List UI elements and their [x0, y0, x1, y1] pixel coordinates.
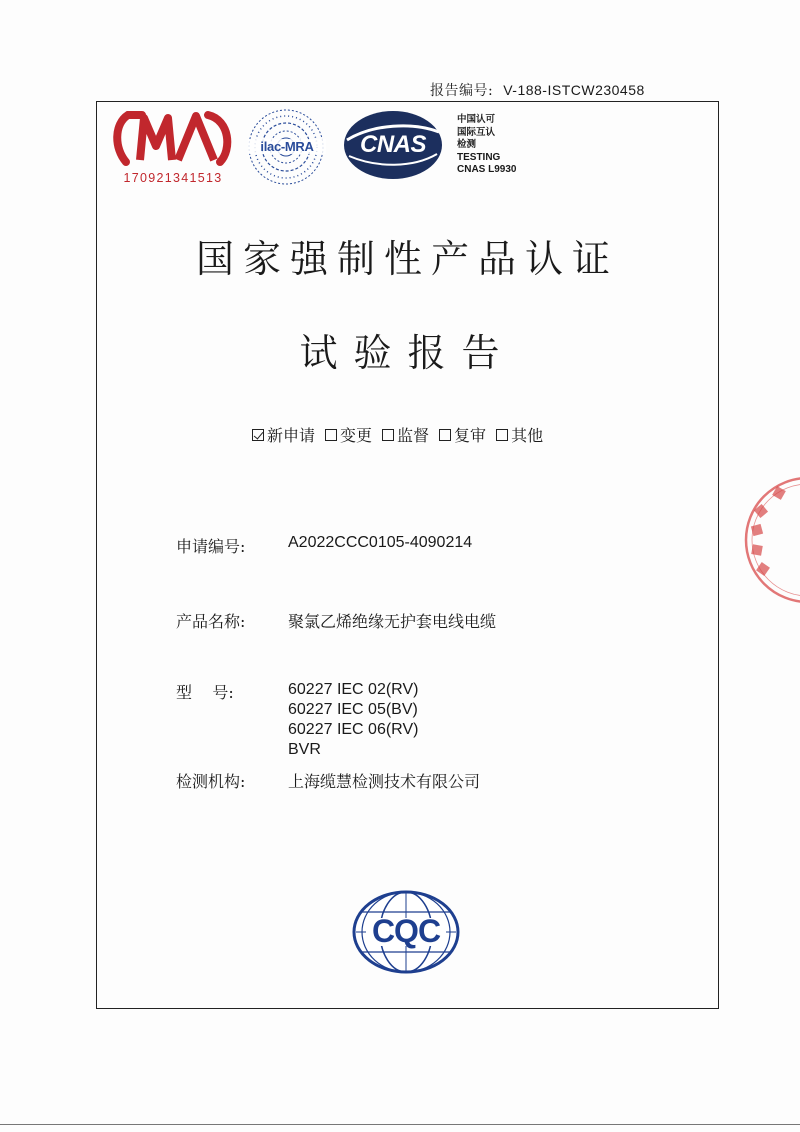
field-model	[176, 680, 418, 760]
application-no-label: 申请编号:	[176, 537, 246, 556]
option-review-label: 复审	[454, 426, 487, 445]
application-no-value: A2022CCC0105-4090214	[288, 534, 473, 551]
field-application-no	[176, 534, 472, 557]
cnas-line-4: TESTING	[457, 151, 501, 163]
cma-number: 170921341513	[123, 171, 223, 185]
checkbox-change[interactable]	[325, 429, 337, 441]
cnas-accreditation-text	[457, 114, 516, 177]
report-number-value: V-188-ISTCW230458	[503, 82, 645, 98]
company-seal-stamp	[738, 470, 800, 610]
option-change[interactable]	[325, 423, 372, 446]
model-value: 60227 IEC 05(BV)	[288, 701, 418, 718]
model-label: 型 号:	[176, 683, 234, 702]
model-value: 60227 IEC 02(RV)	[288, 681, 419, 698]
report-number-label: 报告编号:	[430, 83, 494, 99]
cnas-line-5: CNAS L9930	[457, 164, 517, 175]
option-review[interactable]	[439, 423, 486, 446]
option-supervision[interactable]	[382, 423, 429, 446]
field-test-org	[176, 769, 480, 792]
ilac-mra-text: ilac-MRA	[248, 139, 326, 154]
checkbox-new-application[interactable]	[252, 429, 264, 441]
checkbox-other[interactable]	[496, 429, 508, 441]
checkbox-review[interactable]	[439, 429, 451, 441]
cqc-text: CQC	[371, 913, 441, 949]
option-other-label: 其他	[511, 426, 544, 445]
test-org-value: 上海缆慧检测技术有限公司	[288, 772, 481, 791]
cnas-text: CNAS	[359, 131, 426, 158]
model-value: 60227 IEC 06(RV)	[288, 721, 419, 738]
option-supervision-label: 监督	[397, 426, 430, 445]
field-product-name	[176, 609, 496, 632]
page-title: 国家强制性产品认证	[195, 237, 619, 281]
model-value: BVR	[288, 741, 321, 758]
checkbox-supervision[interactable]	[382, 429, 394, 441]
product-name-value: 聚氯乙烯绝缘无护套电线电缆	[288, 612, 497, 631]
cnas-line-3: 检测	[457, 139, 477, 150]
page-subtitle: 试验报告	[299, 331, 516, 375]
model-values	[288, 680, 418, 760]
option-change-label: 变更	[340, 426, 373, 445]
option-new-application-label: 新申请	[267, 426, 316, 445]
application-type-options	[252, 423, 543, 446]
report-number	[430, 80, 645, 100]
page-bottom-edge	[0, 1124, 800, 1125]
cnas-line-1: 中国认可	[457, 114, 496, 125]
option-new-application[interactable]	[252, 423, 315, 446]
test-org-label: 检测机构:	[176, 772, 246, 791]
product-name-label: 产品名称:	[176, 612, 246, 631]
option-other[interactable]	[496, 423, 543, 446]
cnas-line-2: 国际互认	[457, 126, 496, 138]
